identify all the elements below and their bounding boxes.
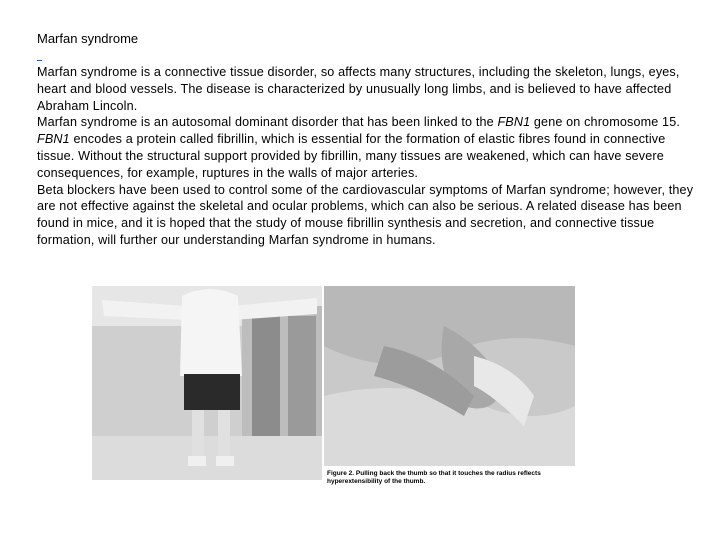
text-run: Marfan syndrome is a connective tissue disorder, so affects many structures, including the skeleton, lungs, eyes, heart and blood vessels. The disease is characterized by unusually long limbs, and is believed to have affected Abraham Lincoln. xyxy=(37,65,680,113)
text-run: Beta blockers have been used to control some of the cardiovascular symptoms of Marfan syndrome; however, they are not effective against the skeletal and ocular problems, which can also be serious. A related disease has been found in mice, and it is hoped that the study of mouse fibrillin synthesis and secretion, and connective tissue formation, will further our understanding Marfan syndrome in humans. xyxy=(37,182,694,247)
text-run: encodes a protein called fibrillin, which is essential for the formation of elastic fibres found in connective tissue. Without the structural support provided by fibrillin, many tissues are weakened, which can have severe consequences, for example, ruptures in the walls of major arteries. xyxy=(37,132,666,180)
page-title: Marfan syndrome xyxy=(37,31,139,46)
paragraph-3 xyxy=(37,182,705,249)
figure-thumb-hyperextension-photo xyxy=(324,286,575,466)
gene-name: FBN1 xyxy=(497,115,531,130)
gene-name: FBN1 xyxy=(37,132,70,147)
link-marker[interactable] xyxy=(37,60,42,61)
paragraph-1 xyxy=(37,64,705,114)
figure-standing-person-photo xyxy=(92,286,322,480)
body-text xyxy=(37,64,705,277)
figure-caption: Figure 2. Pulling back the thumb so that it touches the radius reflects hyperextensibility of the thumb. xyxy=(327,470,541,485)
text-run: gene on chromosome 15. xyxy=(530,115,681,130)
text-run: Marfan syndrome is an autosomal dominant disorder that has been linked to the xyxy=(37,115,498,130)
paragraph-2 xyxy=(37,114,705,181)
